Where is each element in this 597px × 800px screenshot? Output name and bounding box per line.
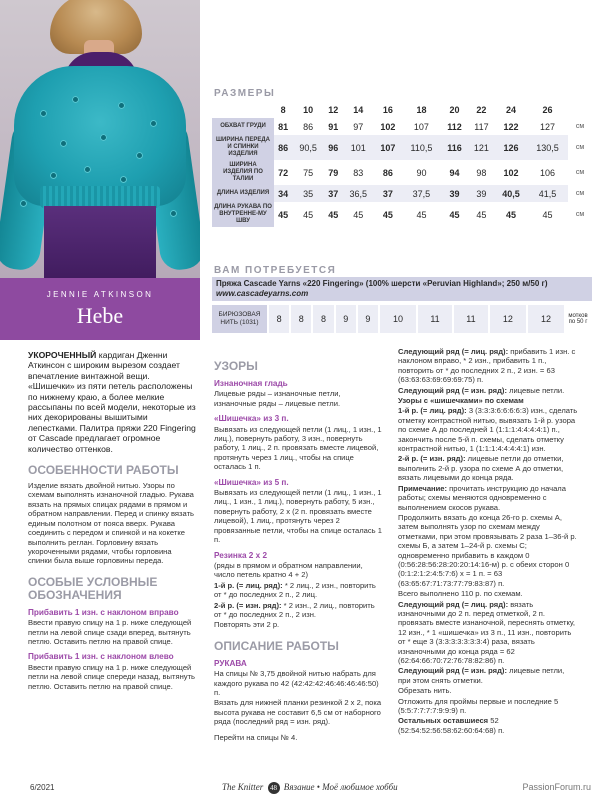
size-cell: 10 <box>292 101 324 118</box>
value-cell: 98 <box>468 160 495 185</box>
size-cell: 24 <box>495 101 527 118</box>
size-cell: 14 <box>342 101 374 118</box>
value-cell: 107 <box>402 118 442 135</box>
designer-name: JENNIE ATKINSON <box>46 290 154 299</box>
magazine-tagline: Вязание • Моё любимое хобби <box>283 782 398 792</box>
sleeves-title: РУКАВА <box>214 658 247 668</box>
value-cell: 41,5 <box>527 185 568 202</box>
symbols-heading: ОСОБЫЕ УСЛОВНЫЕ ОБОЗНАЧЕНИЯ <box>28 574 158 602</box>
intro-lead: УКОРОЧЕННЫЙ <box>28 350 97 360</box>
model-skirt <box>44 206 156 278</box>
instr-5-label: 2-й р. (= изн. ряд): <box>398 454 466 464</box>
size-cell: 20 <box>441 101 467 118</box>
watermark: PassionForum.ru <box>522 782 591 792</box>
sizes-header-row <box>212 101 592 118</box>
instr-4 <box>398 406 578 453</box>
unit-cell: см <box>575 211 585 218</box>
value-cell: 45 <box>402 202 442 227</box>
value-cell: 37 <box>374 185 401 202</box>
yarn-unit: мотков по 50 г <box>565 305 591 333</box>
instr-1-label: Следующий ряд (= лиц. ряд): <box>398 347 509 356</box>
magazine-name: The Knitter <box>222 782 264 792</box>
column-2 <box>214 360 384 742</box>
unit-cell: см <box>575 144 585 151</box>
value-cell: 112 <box>441 118 467 135</box>
yarn-cell: 11 <box>453 305 489 333</box>
value-cell: 45 <box>274 202 292 227</box>
value-cell: 79 <box>324 160 342 185</box>
value-cell: 45 <box>495 202 527 227</box>
intro-text: кардиган Дженни Аткинсон с широким вырезом создает впечатление винтажной вещи. «Шишечки» из пяти петель расположены по нижнему краю, а более мелкие рассыпаны по всей модели, некоторые из них декорированы вышитыми лепестками. Палитра пряжи 220 Fingering от Cascade предлагает огромное количество оттенков. <box>28 350 196 454</box>
sizes-row <box>212 185 592 202</box>
sleeves-text-2: Вязать для нижней планки резинкой 2 х 2, пока высота рукава не составит 6,5 см от наборного ряда (последний ряд = изн. ряд). <box>214 698 382 727</box>
yarn-url: www.cascadeyarns.com <box>216 289 309 298</box>
column-1 <box>28 346 196 691</box>
row2-label: 2-й р. (= изн. ряд): <box>214 600 282 610</box>
pattern-name: Hebe <box>76 303 124 328</box>
column-3 <box>398 346 578 735</box>
row-label: ОБХВАТ ГРУДИ <box>212 118 274 135</box>
instr-9-text: вязать изнаночными до 2 п. перед отметкой, 2 п. провязать вместе изнаночной, переснять отметку, 12 изн., * 1 «шишечка» из 3 п., 11 изн., повторить от * еще 3 (3:3:3:3:3:3:3:4) раза, вязать изнаночными до конца ряда = 62 (62:64:66:70:72:76:78:82:86) п. <box>398 599 576 665</box>
value-cell: 107 <box>374 135 401 160</box>
bobble <box>136 152 143 159</box>
sizes-table <box>212 101 592 227</box>
issue-date: 6/2021 <box>30 783 55 792</box>
instr-13-text: 52 (52:54:52:56:58:62:60:64:68) п. <box>398 716 505 735</box>
sizes-row <box>212 135 592 160</box>
value-cell: 45 <box>342 202 374 227</box>
sizes-row <box>212 118 592 135</box>
instr-1-text: прибавить 1 изн. с наклоном вправо, * 2 изн., прибавить 1 п., повторить от * до последних 2 п., 2 изн. = 63 (63:63:63:69:69:69:75) п. <box>398 347 576 385</box>
requirements-heading: ВАМ ПОТРЕБУЕТСЯ <box>214 265 337 276</box>
value-cell: 45 <box>468 202 495 227</box>
instr-11: Обрезать нить. <box>398 686 452 696</box>
instr-5-text: лицевые петли до отметки, выполнить 2-й р. узора по схеме А до отметки, вязать лицевыми до конца ряда. <box>398 454 564 483</box>
yarn-row <box>212 305 591 333</box>
value-cell: 45 <box>441 202 467 227</box>
value-cell: 117 <box>468 118 495 135</box>
pattern-2-text: Вывязать из следующей петли (1 лиц., 1 изн., 1 лиц.), повернуть работу, 3 изн., повернуть работу, 1 лиц., 2 п. провязать вместе лицевой, протянуть через 1 лиц., чтобы на спице осталась 1 п. <box>214 424 382 472</box>
work-heading: ОПИСАНИЕ РАБОТЫ <box>214 638 339 653</box>
instr-12: Отложить для проймы первые и последние 5 (5:5:7:7:7:7:9:9:9) п. <box>398 696 559 716</box>
instr-5 <box>398 454 578 482</box>
value-cell: 86 <box>374 160 401 185</box>
instr-9 <box>398 600 578 666</box>
instr-4-text: 3 (3:3:3:6:6:6:6:3) изн., сделать отметку контрастной нитью, вывязать 1-й р. узора по схеме А до последней 1 (1:1:1:4:4:4:4:1) п., закончить после 5-й п. схемы, сделать отметку контрастной нитью, 1 (1:1:1:4:4:4:4:1) изн. <box>398 406 578 454</box>
value-cell: 72 <box>274 160 292 185</box>
value-cell: 37 <box>324 185 342 202</box>
instr-10 <box>398 666 578 685</box>
pattern-1-title: Изнаночная гладь <box>214 379 288 388</box>
pattern-3-text: Вывязать из следующей петли (1 лиц., 1 изн., 1 лиц., 1 изн., 1 лиц.), повернуть работу, 5 изн., повернуть работу, 2 х (2 п. провязать вместе лицевой), 1 лиц., протянуть через 2 провязанные петли, чтобы на спице осталась 1 п. <box>214 488 382 545</box>
intro <box>28 350 196 454</box>
yarn-cell: 8 <box>268 305 290 333</box>
value-cell: 45 <box>324 202 342 227</box>
symbol-2-title: Прибавить 1 изн. с наклоном влево <box>28 652 174 662</box>
features-heading: ОСОБЕННОСТИ РАБОТЫ <box>28 463 179 478</box>
value-cell: 34 <box>274 185 292 202</box>
sleeves-text-1: На спицы № 3,75 двойной нитью набрать для каждого рукава по 42 (42:42:42:46:46:46:46:50) п. <box>214 669 379 697</box>
value-cell: 90,5 <box>292 135 324 160</box>
row2-text: * 2 изн., 2 лиц., повторить от * до последних 2 п., 2 изн. <box>214 600 375 619</box>
value-cell: 126 <box>495 135 527 160</box>
row-label: ШИРИНА ПЕРЕДА И СПИНКИ ИЗДЕЛИЯ <box>212 135 274 160</box>
row-label: ДЛИНА ИЗДЕЛИЯ <box>212 185 274 202</box>
bobble <box>120 176 127 183</box>
yarn-cell: 9 <box>357 305 379 333</box>
instr-6 <box>398 484 578 512</box>
value-cell: 39 <box>441 185 467 202</box>
yarn-cell: 10 <box>379 305 417 333</box>
model-photo <box>0 0 200 278</box>
value-cell: 40,5 <box>495 185 527 202</box>
instr-2-text: лицевые петли. <box>506 385 565 395</box>
empty-cell <box>212 101 274 118</box>
value-cell: 122 <box>495 118 527 135</box>
row1-label: 1-й р. (= лиц. ряд): <box>214 580 283 590</box>
value-cell: 106 <box>527 160 568 185</box>
value-cell: 96 <box>324 135 342 160</box>
patterns-heading: УЗОРЫ <box>214 359 258 373</box>
size-cell: 18 <box>402 101 442 118</box>
instr-2 <box>398 386 578 395</box>
value-cell: 75 <box>292 160 324 185</box>
bobble <box>100 134 107 141</box>
row-label: ДЛИНА РУКАВА ПО ВНУТРЕННЕ-МУ ШВУ <box>212 202 274 227</box>
bobble <box>20 200 27 207</box>
bobble <box>60 140 67 147</box>
value-cell: 102 <box>495 160 527 185</box>
pattern-2-title: «Шишечка» из 3 п. <box>214 414 289 424</box>
yarn-description: Пряжа Cascade Yarns «220 Fingering» (100% шерсти «Peruvian Highland»; 250 м/50 г) <box>216 279 548 288</box>
page-footer <box>0 774 597 800</box>
value-cell: 35 <box>292 185 324 202</box>
value-cell: 90 <box>402 160 442 185</box>
value-cell: 86 <box>292 118 324 135</box>
value-cell: 127 <box>527 118 568 135</box>
features-text: Изделие вязать двойной нитью. Узоры по схемам выполнять изнаночной гладью. Рукава вязать на прямых спицах рядами в прямом и обратном направлении. Перед и спинку вязать единым полотном от пояса вверх. Рукава соединить с передом и спинкой и на кокетке выполнить реглан. Горловину вязать укороченными рядами, чтобы горловина спинки была выше горловины переда. <box>28 481 195 566</box>
value-cell: 45 <box>292 202 324 227</box>
yarn-cell: 12 <box>489 305 527 333</box>
pattern-4-note: (ряды в прямом и обратном направлении, число петель кратно 4 + 2) <box>214 560 363 580</box>
sizes-row <box>212 160 592 185</box>
symbol-1-text: Ввести правую спицу на 1 р. ниже следующей петли на левой спице сзади вперед, вытянуть петлю. Оставить петлю на правой спице. <box>28 618 192 646</box>
unit-cell: см <box>575 123 585 130</box>
pattern-3-title: «Шишечка» из 5 п. <box>214 477 289 487</box>
yarn-cell: 8 <box>312 305 334 333</box>
instr-1 <box>398 347 578 385</box>
pattern-4-row1 <box>214 581 384 600</box>
sleeves-text-3: Перейти на спицы № 4. <box>214 732 298 742</box>
bobble <box>150 120 157 127</box>
bobble <box>170 210 177 217</box>
row1-text: * 2 лиц., 2 изн., повторить от * до последних 2 п., 2 лиц. <box>214 580 376 600</box>
value-cell: 45 <box>374 202 401 227</box>
instr-4-label: 1-й р. (= лиц. ряд): <box>398 406 467 416</box>
value-cell: 81 <box>274 118 292 135</box>
size-cell: 12 <box>324 101 342 118</box>
pattern-4-repeat: Повторять эти 2 р. <box>214 620 280 630</box>
value-cell: 110,5 <box>402 135 442 160</box>
magazine-line <box>222 782 398 794</box>
empty-cell <box>568 101 592 118</box>
value-cell: 97 <box>342 118 374 135</box>
symbol-1-title: Прибавить 1 изн. с наклоном вправо <box>28 607 179 617</box>
size-cell: 8 <box>274 101 292 118</box>
yarn-table <box>212 305 592 333</box>
value-cell: 116 <box>441 135 467 160</box>
bobble <box>50 172 57 179</box>
page-number: 48 <box>268 782 280 794</box>
value-cell: 45 <box>527 202 568 227</box>
sizes-row <box>212 202 592 227</box>
instr-2-label: Следующий ряд (= изн. ряд): <box>398 385 507 395</box>
yarn-cell: 11 <box>417 305 453 333</box>
instr-8: Всего выполнено 110 р. по схемам. <box>398 589 523 599</box>
bobble <box>118 102 125 109</box>
pattern-4-row2 <box>214 601 384 620</box>
value-cell: 37,5 <box>402 185 442 202</box>
value-cell: 83 <box>342 160 374 185</box>
bobble <box>40 110 47 117</box>
value-cell: 130,5 <box>527 135 568 160</box>
symbol-2-text: Ввести правую спицу на 1 р. ниже следующей петли на левой спице спереди назад, вытянуть петлю. Оставить петлю на правой спице. <box>28 662 196 691</box>
unit-cell: см <box>575 169 585 176</box>
value-cell: 39 <box>468 185 495 202</box>
value-cell: 94 <box>441 160 467 185</box>
size-cell: 22 <box>468 101 495 118</box>
value-cell: 121 <box>468 135 495 160</box>
value-cell: 36,5 <box>342 185 374 202</box>
bobble <box>84 166 91 173</box>
value-cell: 102 <box>374 118 401 135</box>
value-cell: 91 <box>324 118 342 135</box>
pattern-4-title: Резинка 2 х 2 <box>214 550 267 560</box>
pattern-1-text: Лицевые ряды – изнаночные петли, изнаночные ряды – лицевые петли. <box>214 389 341 408</box>
instr-3: Узоры с «шишечками» по схемам <box>398 396 524 406</box>
instr-13-label: Остальных оставшиеся <box>398 716 489 726</box>
value-cell: 101 <box>342 135 374 160</box>
value-cell: 86 <box>274 135 292 160</box>
instr-6-label: Примечание: <box>398 483 448 493</box>
title-banner <box>0 278 200 340</box>
bobble <box>72 96 79 103</box>
row-label: ШИРИНА ИЗДЕЛИЯ ПО ТАЛИИ <box>212 160 274 185</box>
unit-cell: см <box>575 190 585 197</box>
yarn-cell: 9 <box>335 305 357 333</box>
sweater-rib <box>40 186 160 208</box>
instr-10-label: Следующий ряд (= изн. ряд): <box>398 666 507 676</box>
sizes-heading: РАЗМЕРЫ <box>214 88 276 99</box>
yarn-cell: 8 <box>290 305 312 333</box>
size-cell: 26 <box>527 101 568 118</box>
yarn-label: БИРЮЗОВАЯ НИТЬ (1031) <box>212 305 268 333</box>
instr-9-label: Следующий ряд (= лиц. ряд): <box>398 599 509 609</box>
instr-13 <box>398 716 578 735</box>
yarn-cell: 12 <box>527 305 565 333</box>
instr-7: Продолжить вязать до конца 26-го р. схемы А, затем выполнять узор по схемам между отметками, при этом провязывать 2 раза 1–36-й р. схемы Б, а затем 1–24-й р. схемы С; одновременно прибавить в каждом 0 (0:56:28:56:28:20:20:14:16-м) р. с обеих сторон 0 (0:1:2:1:2:4:5:7:6) х = 1 п. = 63 (63:65:67:71:73:77:79:83:87) п. <box>398 512 577 588</box>
instr-6-text: прочитать инструкцию до начала работы; схемы меняются одновременно с выполнением скосов рукава. <box>398 483 566 512</box>
yarn-box <box>212 277 592 301</box>
size-cell: 16 <box>374 101 401 118</box>
instr-10-text: лицевые петли, при этом снять отметки. <box>398 666 565 685</box>
